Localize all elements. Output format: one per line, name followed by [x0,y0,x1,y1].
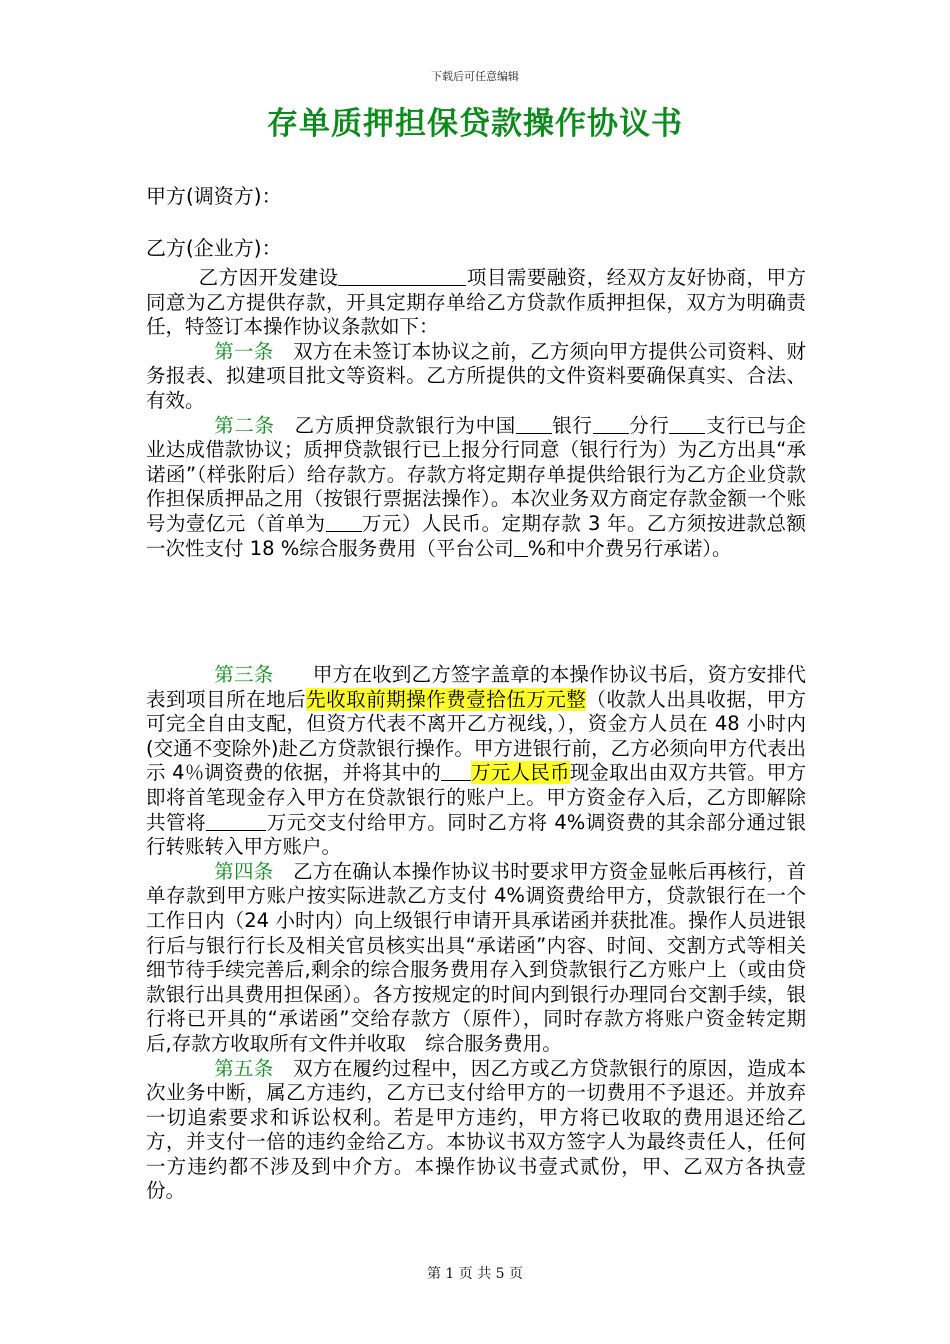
article-5-text: 双方在履约过程中，因乙方或乙方贷款银行的原因，造成本次业务中断，属乙方违约，乙方已支付给甲方的一切费用不予退还。并放弃一切追索要求和诉讼权利。若是甲方违约，甲方将已收取的费用退还给乙方，并支付一倍的违约金给乙方。本协议书双方签字人为最终责任人，任何一方违约都不涉及到中介方。本操作协议书壹式贰份，甲、乙双方各执壹份。 [146,1056,806,1203]
article-2-text-6: %和中介费另行承诺）。 [527,536,732,560]
article-4-text: 乙方在确认本操作协议书时要求甲方资金显帐后再核行，首单存款到甲方账户按实际进款乙方支付 4%调资费给甲方，贷款银行在一个工作日内（24 小时内）向上级银行申请开具承诺函并获批准。操作人员进银行后与银行行长及相关官员核实出具“承诺函”内容、时间、交割方式等相关细节待手续完善后,剩余的综合服务费用存入到贷款银行乙方账户上（或由贷款银行出具费用担保函）。各方按规定的时间内到银行办理同台交割手续，银行将已开具的“承诺函”交给存款方（原件），同时存款方将账户资金转定期后,存款方收取所有文件并收取 综合服务费用。 [146,859,806,1055]
article-3-highlight-fee: 先收取前期操作费壹拾伍万元整 [306,687,587,711]
article-1-label: 第一条 [214,339,274,363]
article-2-text-4: 支行已与企业达成借款协议；质押贷款银行已上报分行同意（银行行为）为乙方出具“承诺函”（样张附后）给存款方。存款方将定期存单提供给银行为乙方企业贷款作担保质押品之用（按银行票据法操作）。本次业务双方商定存款金额一个账号为壹亿元（首单为 [146,413,806,535]
agreement-body-continued [146,663,806,1204]
document-title: 存单质押担保贷款操作协议书 [267,106,683,142]
article-1 [146,340,806,414]
article-5-label: 第五条 [214,1056,274,1080]
party-b-label: 乙方(企业方)： [146,236,282,260]
article-3-text-3: 现金取出由双方共管。甲方即将首笔现金存入甲方在贷款银行的账户上。甲方资金存入后，乙方即解除共管将 [146,761,806,834]
article-3-label: 第三条 [214,663,274,686]
branch-blank [593,415,629,434]
intro-text-1: 乙方因开发建设 [198,266,339,289]
cash-amount-blank [441,762,471,781]
article-4-label: 第四条 [214,859,274,883]
platform-percent-blank [514,538,528,557]
article-2-text-5: 万元）人民币。定期存款 3 年。乙方须按进款总额一次性支付 18 %综合服务费用（平台公司 [146,511,806,560]
article-3 [146,663,806,860]
transfer-amount-blank [206,812,266,831]
article-2-label: 第二条 [214,413,275,437]
party-a-label: 甲方(调资方)： [146,184,282,208]
article-2-text-1: 乙方质押贷款银行为中国 [274,413,516,437]
header-note: 下载后可任意编辑 [431,70,519,83]
article-2-text-3: 分行 [628,413,670,437]
article-5 [146,1057,806,1205]
article-3-text-4: 万元交支付给甲方。同时乙方将 4%调资费的其余部分通过银行转账转入甲方账户。 [146,810,806,859]
intro-text-2: 项目需要融资，经双方友好协商，甲方同意为乙方提供存款，开具定期存单给乙方贷款作质押担保，双方为明确责任，特签订本操作协议条款如下： [146,266,806,339]
bank-blank [516,415,552,434]
article-3-text-2: （收款人出具收据，甲方可完全自由支配，但资方代表不离开乙方视线，），资金方人员在 48 小时内(交通不变除外)赴乙方贷款银行操作。甲方进银行前，乙方必须向甲方代表出示 4％调资费的依据，并将其中的 [146,687,806,785]
article-2-text-2: 银行 [551,413,593,437]
article-1-text: 双方在未签订本协议之前，乙方须向甲方提供公司资料、财务报表、拟建项目批文等资料。乙方所提供的文件资料要确保真实、合法、有效。 [146,339,806,412]
project-blank [338,267,466,286]
first-deposit-blank [326,513,362,532]
article-3-highlight-rmb: 万元人民币 [470,761,570,785]
intro-paragraph [146,266,806,340]
article-2 [146,414,806,562]
article-3-text-1: 甲方在收到乙方签字盖章的本操作协议书后，资方安排代表到项目所在地后 [146,663,806,711]
page-footer: 第 1 页 共 5 页 [426,1266,524,1282]
article-4 [146,860,806,1057]
subbranch-blank [669,415,705,434]
agreement-body [146,266,806,561]
